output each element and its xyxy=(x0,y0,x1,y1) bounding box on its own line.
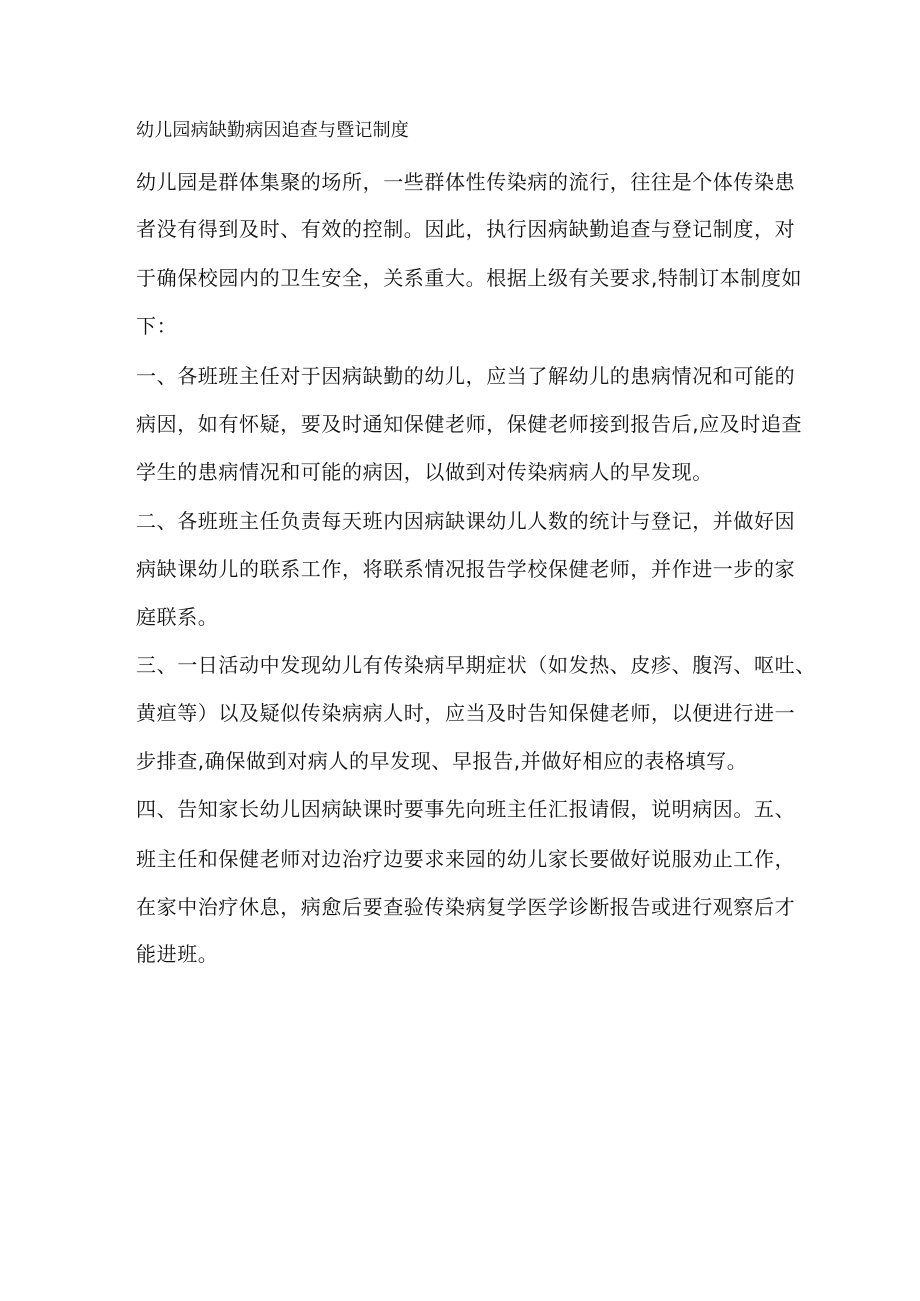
paragraph-line: 二、各班班主任负责每天班内因病缺课幼儿人数的统计与登记，并做好因 xyxy=(136,509,796,533)
document-title: 幼儿园病缺勤病因追查与暨记制度 xyxy=(136,120,409,141)
paragraph-line: 步排查,确保做到对病人的早发现、早报告,并做好相应的表格填写。 xyxy=(136,749,748,773)
paragraph-line: 庭联系。 xyxy=(136,605,219,629)
paragraph-line: 幼儿园是群体集聚的场所，一些群体性传染病的流行，往往是个体传染患 xyxy=(136,170,796,194)
paragraph-line: 黄疸等）以及疑似传染病病人时，应当及时告知保健老师，以便进行进一 xyxy=(136,701,796,725)
paragraph-line: 四、告知家长幼儿因病缺课时要事先向班主任汇报请假，说明病因。五、 xyxy=(136,797,796,821)
paragraph-line: 一、各班班主任对于因病缺勤的幼儿，应当了解幼儿的患病情况和可能的 xyxy=(136,364,796,388)
paragraph-line: 学生的患病情况和可能的病因，以做到对传染病病人的早发现。 xyxy=(136,460,713,484)
paragraph-line: 三、一日活动中发现幼儿有传染病早期症状（如发热、皮疹、腹泻、呕吐、 xyxy=(136,653,816,677)
paragraph-line: 于确保校园内的卫生安全，关系重大。根据上级有关要求,特制订本制度如 xyxy=(136,266,803,290)
paragraph-line: 者没有得到及时、有效的控制。因此，执行因病缺勤追查与登记制度，对 xyxy=(136,217,796,241)
paragraph-line: 班主任和保健老师对边治疗边要求来园的幼儿家长要做好说服劝止工作， xyxy=(136,847,796,871)
paragraph-line: 能进班。 xyxy=(136,942,219,966)
paragraph-line: 病因，如有怀疑，要及时通知保健老师，保健老师接到报告后,应及时追查 xyxy=(136,412,803,436)
paragraph-line: 病缺课幼儿的联系工作，将联系情况报告学校保健老师，并作进一步的家 xyxy=(136,557,796,581)
paragraph-line: 在家中治疗休息，病愈后要查验传染病复学医学诊断报告或进行观察后才 xyxy=(136,895,796,919)
paragraph-line: 下： xyxy=(136,314,178,338)
